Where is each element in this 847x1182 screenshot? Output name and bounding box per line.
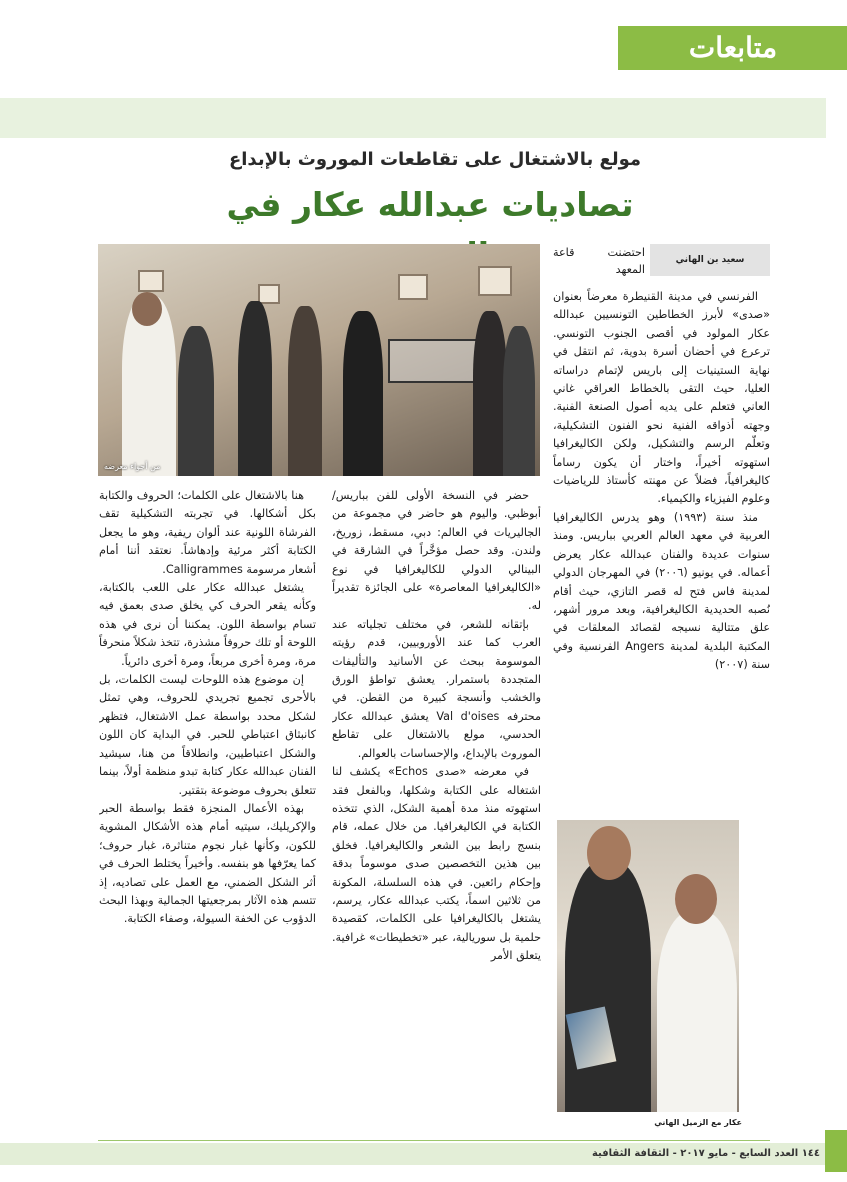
person bbox=[178, 326, 214, 476]
text-column-right bbox=[553, 288, 770, 808]
person bbox=[565, 862, 651, 1112]
person-head bbox=[675, 874, 717, 924]
paragraph: منذ سنة (١٩٩٣) وهو يدرس الكاليغرافيا العربية في معهد العالم العربي بباريس. ومنذ سنوات عديدة والفنان عبدالله عكار يعرض أعماله. في يونيو (٢٠٠٦) في المهرجان الدولي لمدينة فاس فتح له قصر التازي، حيث أقام نُصبه الحديدية الكاليغرافية، وبعد مرور أشهر، علق متتالية نسيجه لقصائد المعلقات في المكتبة البلدية لمدينة Angers الفرنسية وفي سنة (٢٠٠٧) bbox=[553, 510, 770, 672]
person-head bbox=[587, 826, 631, 880]
person bbox=[343, 311, 383, 476]
footer-text: ١٤٤ العدد السابع - مايو ٢٠١٧ - الثقافة الثقافية bbox=[591, 1148, 820, 1159]
person bbox=[288, 306, 322, 476]
paragraph: بهذه الأعمال المنجزة فقط بواسطة الحبر والإكريليك، سيتيه أمام هذه الأشكال المشوية للكون، وكأنها غبار نجوم متناثرة، غبار حروف؛ كما يعرّفها هو بنفسه. وأخيراً يختلط الحرف في أثر الشكل الضمني، مع العمل على تصاديه، إذ تتسم هذه الآثار بمرجعيتها الجمالية وبهذا البحث الدؤوب عن الخفة السيولة، وصفاء الكتابة. bbox=[99, 801, 316, 926]
person bbox=[503, 326, 535, 476]
footer-tab bbox=[825, 1130, 847, 1172]
header-band bbox=[0, 98, 826, 138]
paragraph: بإتقانه للشعر، في مختلف تجلياته عند العرب كما عند الأوروبيين، قدم رؤيته الموسومة ببحث عن الأسانيد والتأليفات المتجددة باستمرار. يعشق تواطؤ الورق والخشب وأنسجة كبيرة من القطن. في محترفه Val d'oises يعشق عبدالله عكار الحدسي، مولع بالاشتغال على تقاطع الموروث بالإبداع، والإحساسات بالعوالم. bbox=[332, 617, 541, 760]
text-column-middle bbox=[332, 487, 541, 1123]
paragraph: يشتغل عبدالله عكار على اللعب بالكتابة، وكأنه يقعر الحرف كي يخلق صدى بعمق فيه تسام بواسطة اللون. يمكننا أن نرى في هذه اللوحة أو تلك حروفاً مشذرة، تتخذ شكلاً منحرفاً مرة، ومرة أخرى مربعاً، ومرة أخرى دائرياً. bbox=[99, 581, 316, 668]
paragraph: في معرضه «صدى Echos» يكشف لنا اشتغاله على الكتابة وشكلها، وبالفعل فقد استهوته منذ مدة أهمية الشكل، الذي تتخذه الكتابة في الكاليغرافيا. من خلال عمله، قام بنسج رابط بين الشعر والكاليغرافيا. فخلق بين هذين التخصصين صدى موسوماً بدقة وإحكام رائعين. في هذه السلسلة، المكونة من ثلاثين اسماً، يكتب عبدالله عكار، يرسم، يشتغل بالكاليغرافيا على الكلمات، كقصيدة حلمية بل سوريالية، عبر «تخطيطات» غرافية. يتعلق الأمر bbox=[332, 765, 541, 963]
article-title: تصاديات عبدالله عكار في bbox=[226, 185, 634, 224]
paragraph: الفرنسي في مدينة القنيطرة معرضاً بعنوان «صدى» لأبرز الخطاطين التونسيين عبدالله عكار المولود في أقصى الجنوب التونسي. ترعرع في أحضان أسرة بدوية، ثم انتقل في نهاية الستينيات إلى باريس لإتمام دراساته العليا، حيث التقى بالخطاط العراقي غاني العاني فتعلم على يديه أصول الصنعة الفنية. وجهته أذواقه الفنية نحو الفنون التشكيلية، وتعلّم الرسم والتشكيل، ولكن الكاليغرافيا استهوته أخيراً، واختار أن يكون رساماً كاليغرافياً، فضلاً عن مهنته كأستاذ للرياضيات وعلوم الفيزياء والكيمياء. bbox=[553, 290, 770, 506]
portrait-caption: عكار مع الزميل الهاني bbox=[654, 1118, 742, 1127]
section-label: متابعات bbox=[688, 31, 778, 64]
wall-artwork bbox=[258, 284, 280, 304]
person bbox=[473, 311, 507, 476]
gallery-caption: من أجواء معرضه bbox=[104, 462, 161, 471]
wall-artwork bbox=[478, 266, 512, 296]
gallery-photo bbox=[98, 244, 540, 476]
wall-artwork bbox=[138, 270, 164, 292]
wall-artwork bbox=[398, 274, 428, 300]
text-column-left bbox=[99, 487, 316, 1123]
portrait-photo bbox=[557, 820, 739, 1112]
lead-text: احتضنت قاعة المعهد bbox=[553, 246, 645, 276]
person bbox=[657, 912, 737, 1112]
byline: سعيد بن الهاني bbox=[650, 244, 770, 276]
person-head bbox=[132, 292, 162, 326]
article-subtitle: مولع بالاشتغال على تقاطعات الموروث بالإبداع bbox=[228, 149, 642, 170]
divider bbox=[98, 1140, 770, 1141]
paragraph: حضر في النسخة الأولى للفن بباريس/ أبوظبي. واليوم هو حاضر في مجموعة من الجاليريات في العالم: دبي، مسقط، زوريخ، ولندن. وقد حصل مؤخَّراً في الشارقة في البينالي الدولي للكاليغرافيا في نوع «الكاليغرافيا المعاصرة» على الجائزة تقديراً له. bbox=[332, 489, 541, 613]
paragraph: إن موضوع هذه اللوحات ليست الكلمات، بل بالأحرى تجميع تجريدي للحروف، وهي تمثل لشكل محدد بواسطة عمل الاشتغال، فتظهر كانبثاق اعتباطي للحبر. في البداية كان اللون والشكل اعتباطيين، وانطلاقاً من هنا، سيشيد الفنان عبدالله عكار كتابة تبدو منظمة أولاً، بينما تتعلق بحروف موضوعة بتقتير. bbox=[99, 673, 316, 797]
paragraph: هنا بالاشتغال على الكلمات؛ الحروف والكتابة بكل أشكالها. في تجربته التشكيلية تقف الفرشاة اللونية عند ألوان ريفية، وهو ما يجعل الكتابة أكثر مرئية وإدهاشاً. نعتقد أننا أمام أشعار مرسومة Calligrammes. bbox=[99, 489, 316, 576]
person bbox=[238, 301, 272, 476]
